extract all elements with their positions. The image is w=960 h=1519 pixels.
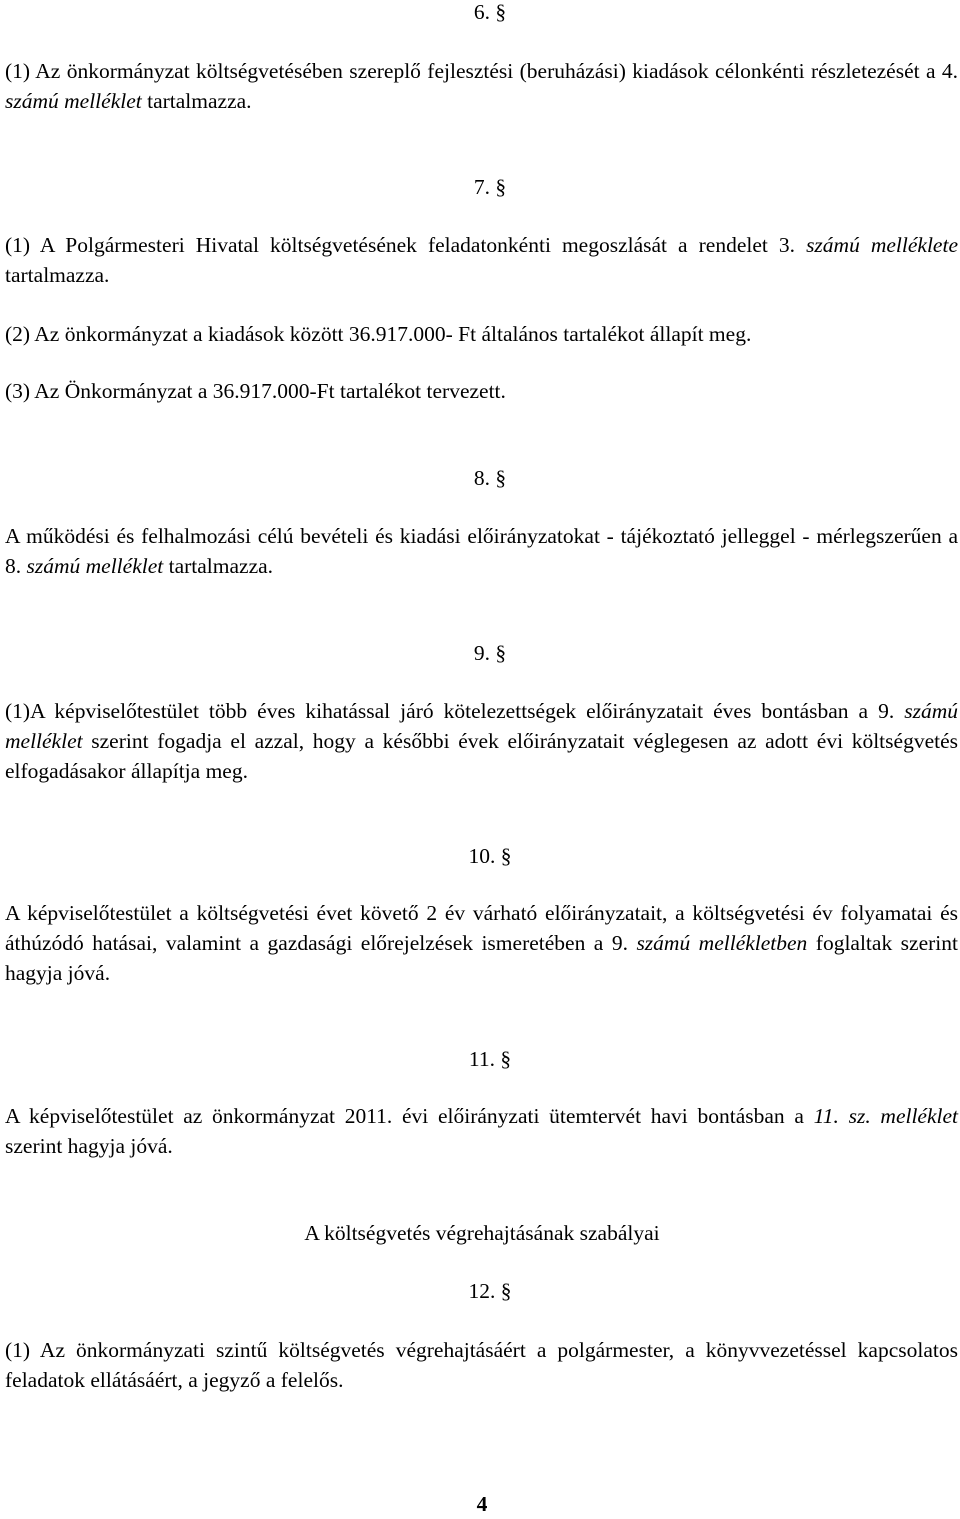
section-7-paragraph-3 (5, 376, 958, 406)
italic-reference: számú melléklet (5, 699, 958, 753)
italic-reference: 11. sz. melléklet (813, 1104, 959, 1128)
section-9-number: 9. § (473, 641, 507, 665)
text-run: A képviselőtestület az önkormányzat 2011. évi előirányzati ütemtervét havi bontásban a (5, 1104, 814, 1128)
section-7-number: 7. § (473, 175, 507, 199)
text-run: (2) Az önkormányzat a kiadások között 36.917.000- Ft általános tartalékot állapít meg. (5, 322, 752, 346)
text-run: tartalmazza. (5, 263, 110, 287)
text-run: (3) Az Önkormányzat a 36.917.000-Ft tartalékot tervezett. (5, 379, 506, 403)
section-8-paragraph-1 (5, 521, 958, 581)
section-12-paragraph-1 (5, 1335, 958, 1395)
section-6-paragraph-1 (5, 56, 958, 116)
italic-reference: számú melléklet (5, 89, 142, 113)
section-6-number: 6. § (473, 0, 507, 24)
text-run: (1) Az önkormányzati szintű költségvetés végrehajtásáért a polgármester, a könyvvezetéssel kapcsolatos feladatok ellátásáért, a jegyző a felelős. (5, 1338, 958, 1392)
section-11-paragraph-1 (5, 1101, 958, 1161)
section-12-heading: A költségvetés végrehajtásának szabályai (304, 1221, 660, 1245)
section-12-number: 12. § (468, 1279, 512, 1303)
italic-reference: számú melléklet (26, 554, 164, 578)
text-run: A működési és felhalmozási célú bevételi és kiadási előirányzatokat - tájékoztató jelleggel - mérlegszerűen a 8. (5, 524, 958, 578)
italic-reference: számú melléklete (806, 233, 958, 257)
text-run: (1) Az önkormányzat költségvetésében szereplő fejlesztési (beruházási) kiadások célonkénti részletezését a 4. (5, 59, 958, 83)
text-run: foglaltak szerint hagyja jóvá. (5, 931, 958, 985)
text-run: tartalmazza. (141, 89, 252, 113)
text-run: (1) A Polgármesteri Hivatal költségvetésének feladatonkénti megoszlását a rendelet 3. (5, 233, 807, 257)
text-run: A képviselőtestület a költségvetési évet követő 2 év várható előirányzatait, a költségvetési év folyamatai és áthúzódó hatásai, valamint a gazdasági előrejelzések ismeretében a 9. (5, 901, 958, 955)
section-7-paragraph-2 (5, 319, 958, 349)
section-8-number: 8. § (473, 466, 507, 490)
text-run: tartalmazza. (163, 554, 274, 578)
section-10-paragraph-1 (5, 898, 958, 988)
section-7-paragraph-1 (5, 230, 958, 290)
section-10-number: 10. § (468, 844, 512, 868)
section-11-number: 11. § (468, 1047, 512, 1071)
page-number: 4 (476, 1492, 488, 1516)
section-9-paragraph-1 (5, 696, 958, 786)
text-run: szerint hagyja jóvá. (5, 1134, 173, 1158)
text-run: szerint fogadja el azzal, hogy a későbbi évek előirányzatait véglegesen az adott évi költségvetés elfogadásakor állapítja meg. (5, 729, 958, 783)
text-run: (1)A képviselőtestület több éves kihatással járó kötelezettségek előirányzatait éves bontásban a 9. (5, 699, 905, 723)
italic-reference: számú mellékletben (636, 931, 808, 955)
